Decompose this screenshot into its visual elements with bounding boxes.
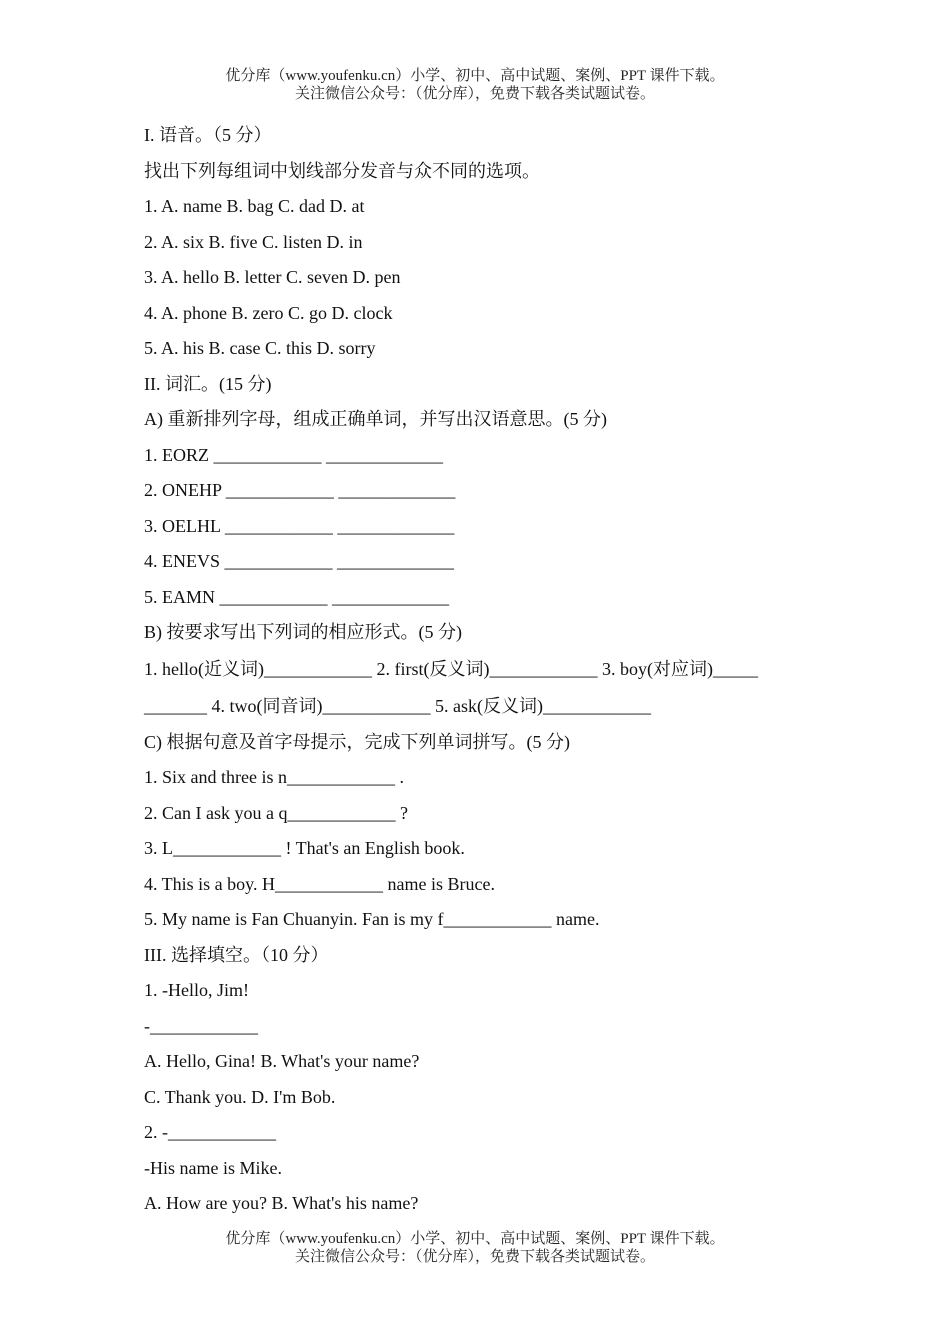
question-item: 5. My name is Fan Chuanyin. Fan is my f____________ name.: [144, 909, 600, 929]
part-c-instruction: C) 根据句意及首字母提示，完成下列单词拼写。(5 分): [144, 731, 570, 752]
header-line-2: 关注微信公众号：（优分库），免费下载各类试题试卷。: [294, 86, 655, 102]
question-line: C. Thank you. D. I'm Bob.: [144, 1086, 336, 1107]
section-1-instruction: 找出下列每组词中划线部分发音与众不同的选项。: [144, 160, 540, 181]
question-item: 1. hello(近义词)____________ 2. first(反义词)____________ 3. boy(对应词)_____: [144, 658, 758, 679]
question-line: A. Hello, Gina! B. What's your name?: [144, 1051, 420, 1071]
question-item: 5. A. his B. case C. this D. sorry: [144, 338, 376, 358]
page-header: [0, 67, 950, 103]
question-item: 4. This is a boy. H____________ name is Bruce.: [144, 873, 495, 894]
exam-content: [144, 118, 844, 1222]
question-line: -His name is Mike.: [144, 1157, 282, 1178]
section-2-title: II. 词汇。(15 分): [144, 373, 272, 394]
question-item: 5. EAMN ____________ _____________: [144, 586, 449, 607]
question-item: 2. A. six B. five C. listen D. in: [144, 231, 363, 252]
footer-line-2: 关注微信公众号：（优分库），免费下载各类试题试卷。: [294, 1249, 655, 1265]
part-b-instruction: B) 按要求写出下列词的相应形式。(5 分): [144, 622, 462, 642]
question-line: 1. -Hello, Jim!: [144, 980, 249, 1000]
question-item: 4. ENEVS ____________ _____________: [144, 551, 454, 571]
question-line: A. How are you? B. What's his name?: [144, 1193, 419, 1213]
part-a-instruction: A) 重新排列字母，组成正确单词，并写出汉语意思。(5 分): [144, 409, 607, 429]
question-item: 3. OELHL ____________ _____________: [144, 515, 455, 536]
question-item: 4. A. phone B. zero C. go D. clock: [144, 302, 393, 323]
page-footer: [0, 1230, 950, 1266]
question-line: -____________: [144, 1015, 258, 1036]
question-item: 1. EORZ ____________ _____________: [144, 444, 443, 465]
question-item: _______ 4. two(同音词)____________ 5. ask(反义词)____________: [144, 695, 651, 716]
question-line: 2. -____________: [144, 1122, 276, 1142]
header-line-1: 优分库（www.youfenku.cn）小学、初中、高中试题、案例、PPT 课件下载。: [225, 68, 725, 84]
question-item: 2. ONEHP ____________ _____________: [144, 480, 456, 500]
question-item: 1. A. name B. bag C. dad D. at: [144, 196, 365, 216]
footer-line-1: 优分库（www.youfenku.cn）小学、初中、高中试题、案例、PPT 课件下载。: [225, 1231, 725, 1247]
question-item: 2. Can I ask you a q____________ ?: [144, 802, 408, 823]
question-item: 3. L____________ ! That's an English book.: [144, 838, 465, 858]
question-item: 3. A. hello B. letter C. seven D. pen: [144, 267, 401, 287]
question-item: 1. Six and three is n____________ .: [144, 767, 404, 787]
section-3-title: III. 选择填空。（10 分）: [144, 944, 329, 965]
section-1-title: I. 语音。（5 分）: [144, 125, 272, 145]
